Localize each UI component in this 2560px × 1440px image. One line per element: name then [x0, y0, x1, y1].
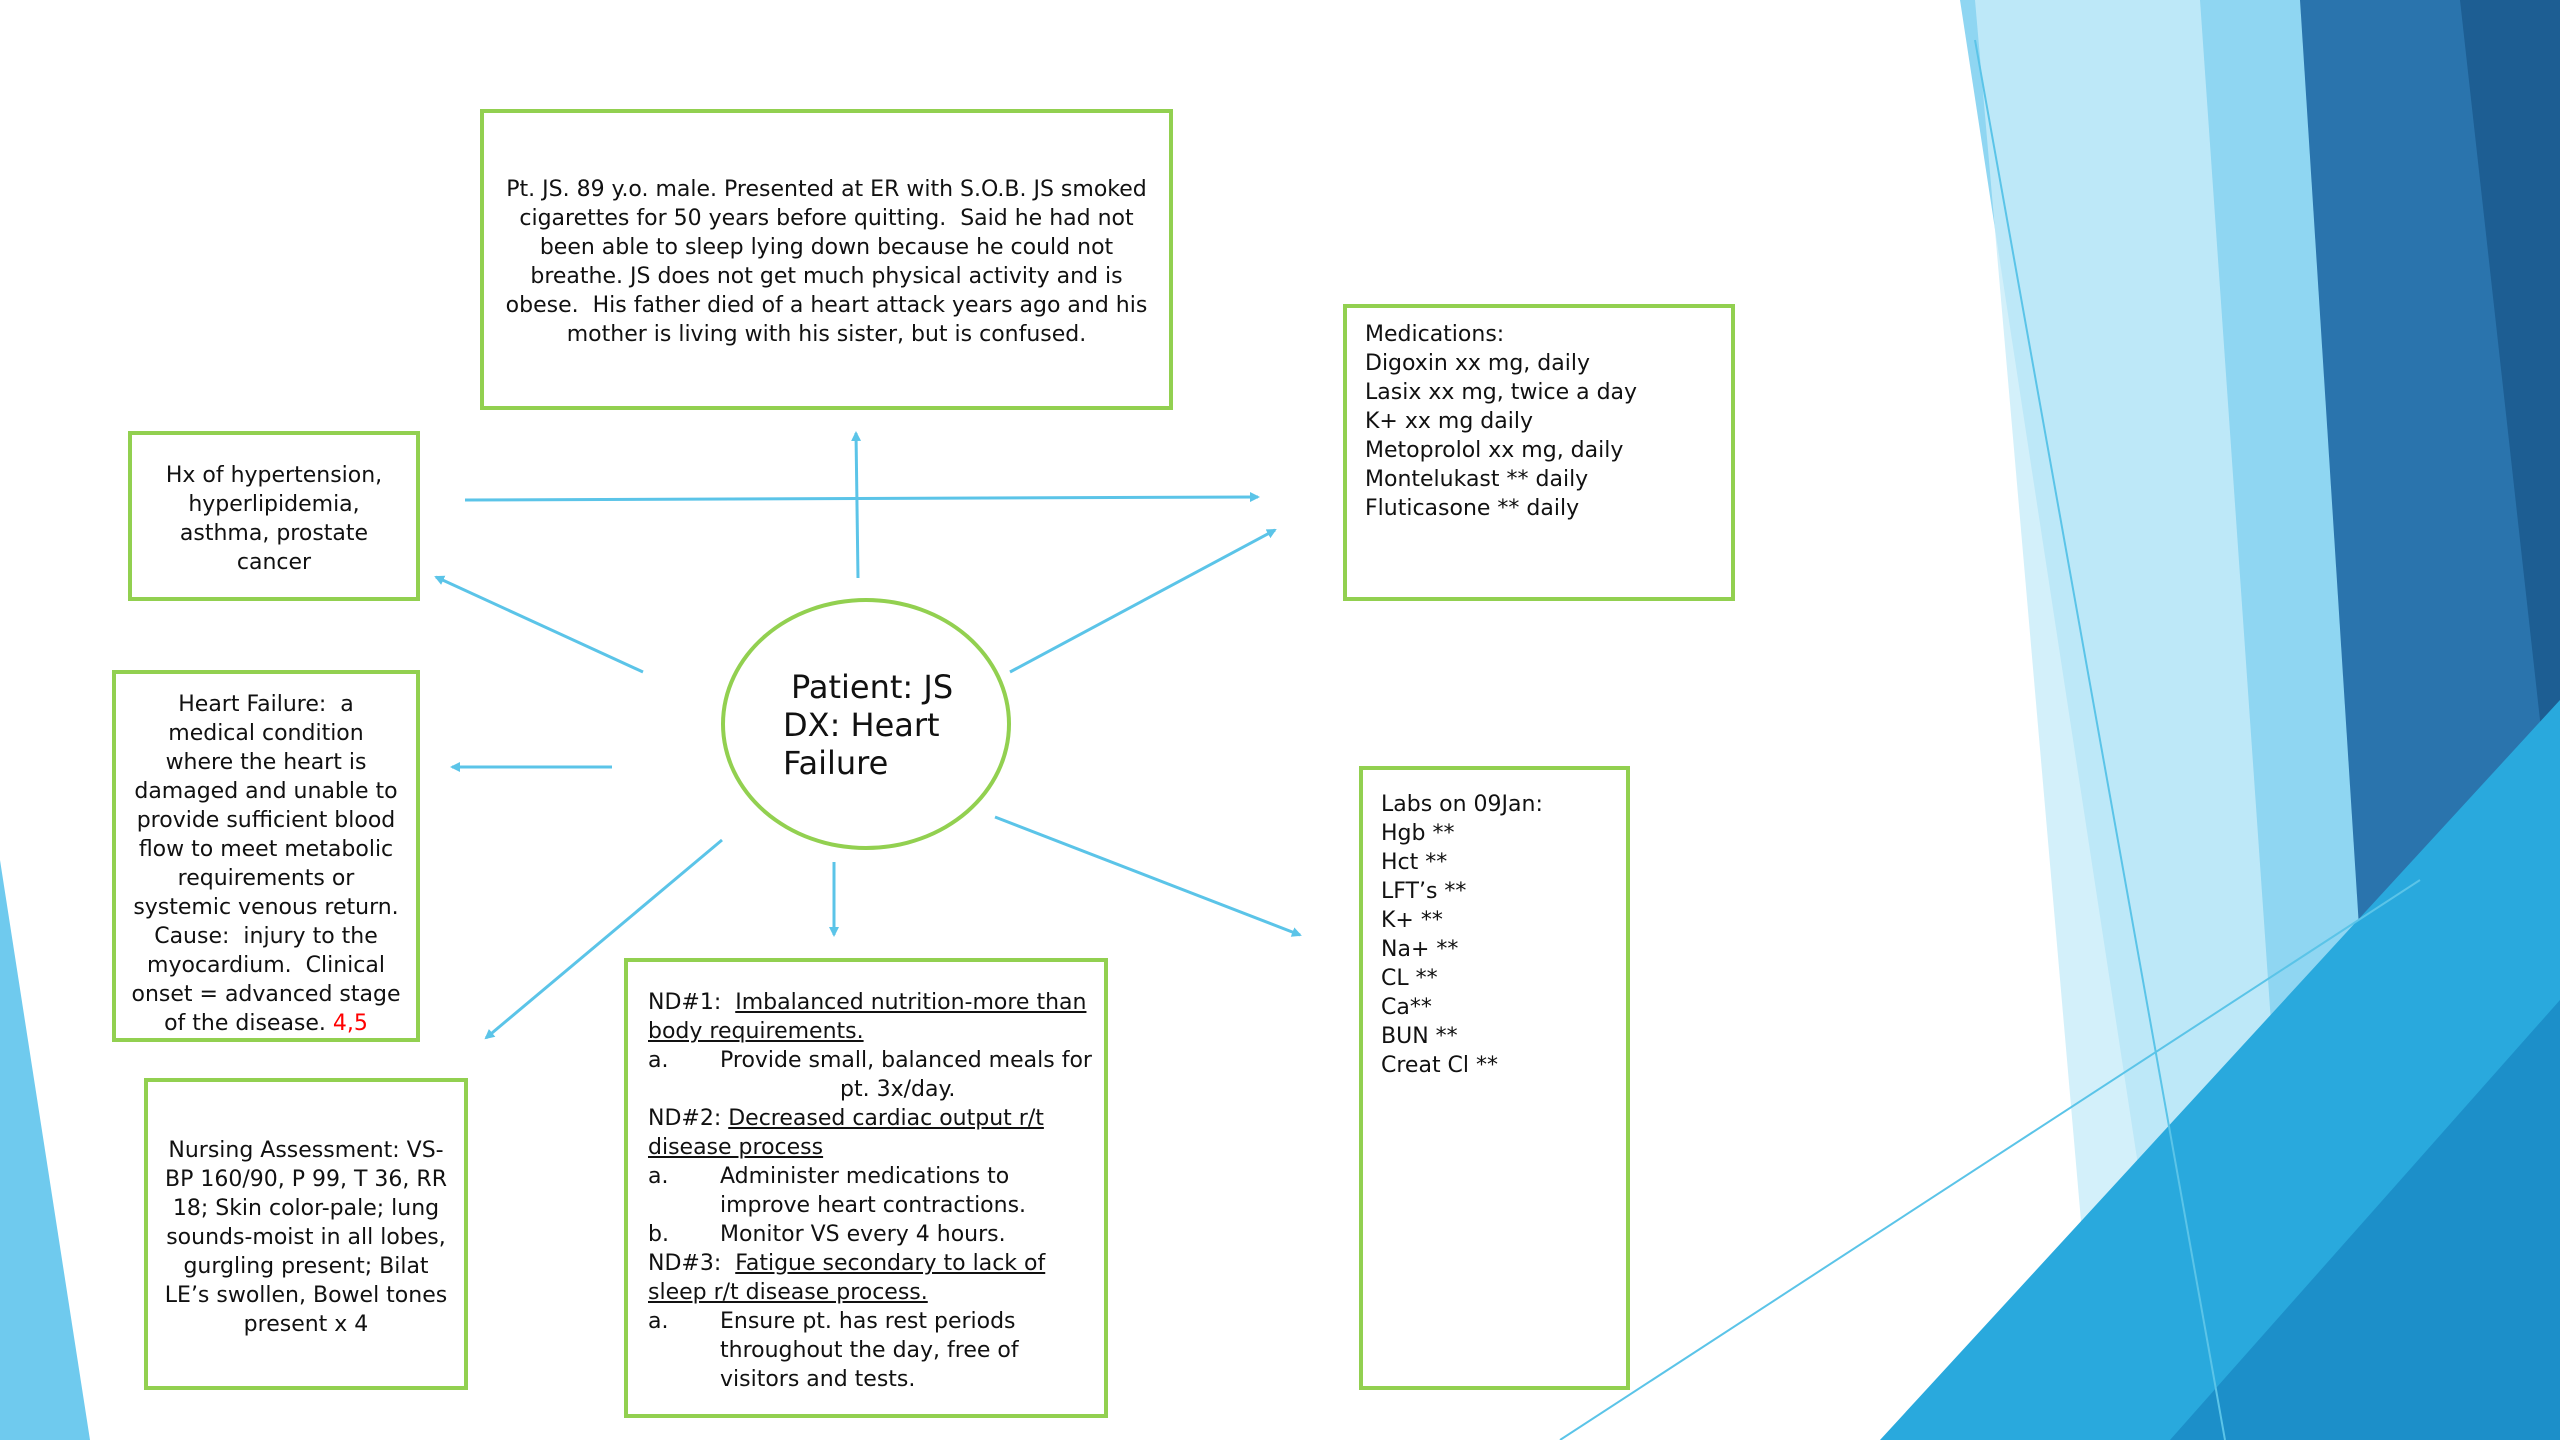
- assessment-line: 18; Skin color-pale; lung: [172, 1196, 440, 1221]
- center-patient-label: Patient: JS: [791, 668, 954, 706]
- labs-box: [1359, 766, 1630, 1390]
- definition-line: Cause: injury to the: [154, 924, 378, 949]
- definition-line: myocardium. Clinical: [147, 953, 385, 978]
- lab-item: Ca**: [1381, 995, 1432, 1020]
- lab-item: BUN **: [1381, 1024, 1458, 1049]
- medications-box: [1343, 304, 1735, 601]
- lab-item: K+ **: [1381, 908, 1443, 933]
- nd1-prefix: ND#1:: [648, 990, 736, 1015]
- nd1-title: Imbalanced nutrition-more than: [735, 990, 1087, 1015]
- intervention-line: visitors and tests.: [720, 1367, 916, 1392]
- intervention-line: Monitor VS every 4 hours.: [720, 1222, 1006, 1247]
- medication-item: K+ xx mg daily: [1365, 409, 1533, 434]
- assessment-line: Nursing Assessment: VS-: [168, 1138, 444, 1163]
- medications-title: Medications:: [1365, 322, 1505, 347]
- patient-center-node: [721, 598, 1011, 850]
- nd3-heading: [648, 1249, 1094, 1278]
- list-marker: a.: [648, 1309, 669, 1334]
- center-dx-label: DX: Heart: [783, 706, 940, 744]
- medication-item: Montelukast ** daily: [1365, 467, 1589, 492]
- definition-line: where the heart is: [165, 750, 367, 775]
- list-marker: a.: [648, 1164, 669, 1189]
- lab-item: Na+ **: [1381, 937, 1459, 962]
- arrow-to-hx: [436, 577, 643, 672]
- hx-line: hyperlipidemia,: [188, 492, 360, 517]
- intervention-text: [720, 1307, 1094, 1394]
- citation-reference: 4,5: [332, 1011, 368, 1036]
- hx-line: cancer: [236, 550, 312, 575]
- nd3-intervention-a: [648, 1307, 1094, 1394]
- assessment-line: sounds-moist in all lobes,: [166, 1225, 446, 1250]
- nd2-intervention-a: [648, 1162, 1094, 1220]
- center-dx-cont: Failure: [783, 744, 889, 782]
- lab-item: Creat Cl **: [1381, 1053, 1499, 1078]
- medication-item: Fluticasone ** daily: [1365, 496, 1580, 521]
- definition-last-text: of the disease.: [164, 1011, 333, 1036]
- nd2-title-cont: disease process: [648, 1135, 824, 1160]
- medication-item: Digoxin xx mg, daily: [1365, 351, 1590, 376]
- arrow-to-medications: [1010, 530, 1275, 672]
- intervention-text: [720, 1220, 1094, 1249]
- nd1-heading: [648, 988, 1094, 1017]
- nursing-assessment-box: [144, 1078, 468, 1390]
- lab-item: Hgb **: [1381, 821, 1455, 846]
- definition-line: medical condition: [168, 721, 364, 746]
- nd3-title-cont: sleep r/t disease process.: [648, 1280, 928, 1305]
- intervention-line: Provide small, balanced meals for: [720, 1048, 1092, 1073]
- nd2-intervention-b: [648, 1220, 1094, 1249]
- definition-line: flow to meet metabolic: [138, 837, 394, 862]
- definition-line: onset = advanced stage: [131, 982, 401, 1007]
- intervention-text: [720, 1046, 1094, 1104]
- history-line: cigarettes for 50 years before quitting. Said he had not: [519, 206, 1134, 231]
- nd3-prefix: ND#3:: [648, 1251, 736, 1276]
- history-line: Pt. JS. 89 y.o. male. Presented at ER with S.O.B. JS smoked: [506, 177, 1147, 202]
- nd2-title: Decreased cardiac output r/t: [728, 1106, 1044, 1131]
- assessment-line: gurgling present; Bilat: [183, 1254, 429, 1279]
- hx-line: asthma, prostate: [179, 521, 369, 546]
- lab-item: LFT’s **: [1381, 879, 1467, 904]
- nd1-title-cont: body requirements.: [648, 1019, 864, 1044]
- heart-failure-definition-box: [112, 670, 420, 1042]
- intervention-line: improve heart contractions.: [720, 1193, 1027, 1218]
- definition-line: damaged and unable to: [134, 779, 398, 804]
- patient-history-box: [480, 109, 1173, 410]
- assessment-line: LE’s swollen, Bowel tones: [164, 1283, 448, 1308]
- labs-title: Labs on 09Jan:: [1381, 792, 1543, 817]
- arrow-to-labs: [995, 817, 1300, 935]
- hx-line: Hx of hypertension,: [165, 463, 383, 488]
- center-text: [783, 668, 953, 782]
- medication-item: Metoprolol xx mg, daily: [1365, 438, 1624, 463]
- history-line: breathe. JS does not get much physical activity and is: [530, 264, 1123, 289]
- nd2-heading: [648, 1104, 1094, 1133]
- list-marker: b.: [648, 1222, 669, 1247]
- nd2-prefix: ND#2:: [648, 1106, 729, 1131]
- intervention-line: Ensure pt. has rest periods: [720, 1309, 1016, 1334]
- list-marker: a.: [648, 1048, 669, 1073]
- intervention-line: pt. 3x/day.: [840, 1077, 956, 1102]
- medical-history-box: [128, 431, 420, 601]
- history-line: mother is living with his sister, but is confused.: [566, 322, 1087, 347]
- lab-item: CL **: [1381, 966, 1438, 991]
- intervention-text: [720, 1162, 1094, 1220]
- history-line: been able to sleep lying down because he could not: [539, 235, 1114, 260]
- definition-line: Heart Failure: a: [178, 692, 354, 717]
- medication-item: Lasix xx mg, twice a day: [1365, 380, 1638, 405]
- intervention-line: throughout the day, free of: [720, 1338, 1019, 1363]
- assessment-line: BP 160/90, P 99, T 36, RR: [165, 1167, 447, 1192]
- nursing-diagnoses-box: [624, 958, 1108, 1418]
- arrow-to-history: [856, 433, 858, 578]
- nd3-title: Fatigue secondary to lack of: [735, 1251, 1046, 1276]
- history-line: obese. His father died of a heart attack years ago and his: [505, 293, 1148, 318]
- definition-line: systemic venous return.: [133, 895, 399, 920]
- nd1-intervention-a: [648, 1046, 1094, 1104]
- intervention-line: Administer medications to: [720, 1164, 1010, 1189]
- definition-line: requirements or: [177, 866, 355, 891]
- lab-item: Hct **: [1381, 850, 1448, 875]
- definition-last-line: [116, 1009, 416, 1038]
- arrow-hx-to-medications: [465, 497, 1258, 500]
- definition-line: provide sufficient blood: [136, 808, 396, 833]
- assessment-line: present x 4: [243, 1312, 369, 1337]
